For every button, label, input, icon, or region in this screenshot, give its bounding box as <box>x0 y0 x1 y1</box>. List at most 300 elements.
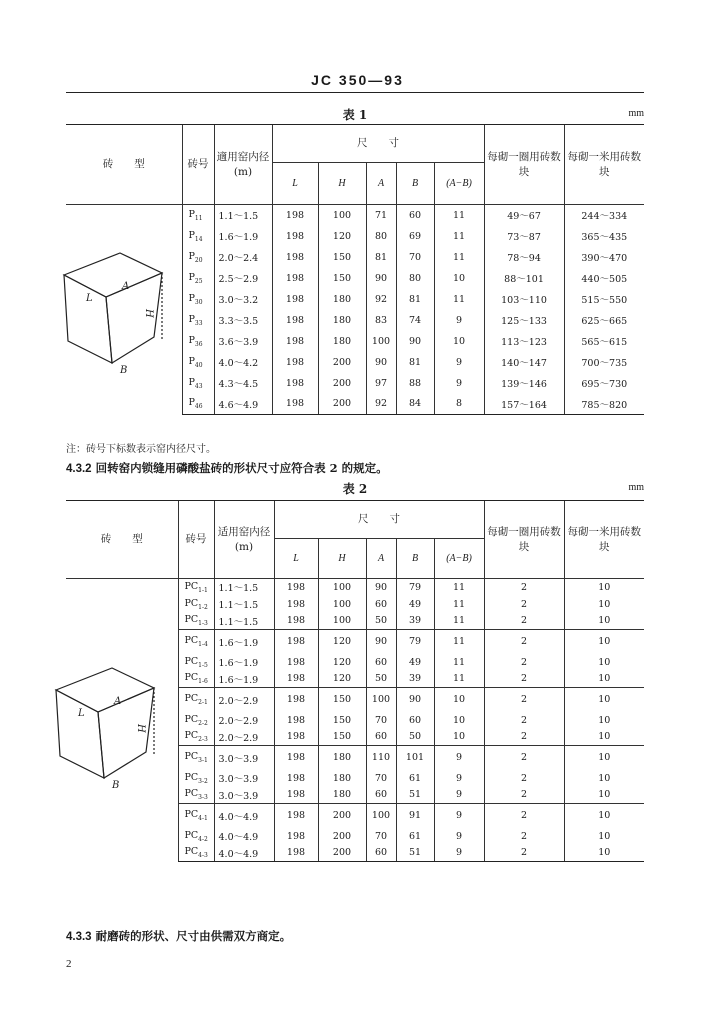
dim-a: 70 <box>366 770 396 787</box>
table1-note: 注：砖号下标数表示窑内径尺寸。 <box>66 444 216 455</box>
brick-number-main: PC <box>184 635 199 647</box>
clause-text: 回转窑内锁缝用磷酸盐砖的形状尺寸应符合表 2 的规定。 <box>95 461 388 475</box>
dim-l: 198 <box>274 804 318 828</box>
dim-a-minus-b: 9 <box>434 310 484 331</box>
brick-number <box>182 268 214 289</box>
brick-front-face <box>64 275 112 363</box>
brick-number-main: PC <box>184 713 199 725</box>
kiln-diameter: 2.0～2.9 <box>214 688 274 712</box>
dim-h: 150 <box>318 729 366 746</box>
dim-l: 198 <box>272 373 318 394</box>
brick-number-main: P <box>188 208 195 220</box>
brick-number-subscript: 1-5 <box>198 661 208 669</box>
dim-a-minus-b: 9 <box>434 804 484 828</box>
per-meter-count: 10 <box>564 804 644 828</box>
dim-a: 50 <box>366 613 396 630</box>
dim-a: 60 <box>366 845 396 862</box>
dim-b: 81 <box>396 289 434 310</box>
per-meter-count: 515～550 <box>564 289 644 310</box>
brick-number <box>178 596 214 613</box>
dim-a: 100 <box>366 688 396 712</box>
brick-number-main: PC <box>184 597 199 609</box>
dim-b: 50 <box>396 729 434 746</box>
table2-unit: mm <box>628 482 644 493</box>
kiln-diameter: 3.6～3.9 <box>214 331 272 352</box>
dim-a: 60 <box>366 787 396 804</box>
dim-b: 90 <box>396 331 434 352</box>
kiln-diameter: 4.0～4.2 <box>214 352 272 373</box>
header-dim-h: H <box>318 539 366 579</box>
dim-b: 80 <box>396 268 434 289</box>
dim-h: 180 <box>318 310 366 331</box>
dim-b: 61 <box>396 770 434 787</box>
dim-b: 84 <box>396 394 434 415</box>
header-dim-l: L <box>272 163 318 205</box>
dim-a: 60 <box>366 729 396 746</box>
dim-l: 198 <box>274 828 318 845</box>
per-meter-count: 10 <box>564 613 644 630</box>
dim-b: 81 <box>396 352 434 373</box>
per-ring-count: 103～110 <box>484 289 564 310</box>
table-row <box>66 205 644 226</box>
dim-b: 39 <box>396 671 434 688</box>
dim-a: 83 <box>366 310 396 331</box>
kiln-diameter: 1.1～1.5 <box>214 596 274 613</box>
brick-number-main: PC <box>184 693 199 705</box>
dim-l: 198 <box>274 845 318 862</box>
kiln-diameter: 1.1～1.5 <box>214 205 272 226</box>
kiln-diameter: 3.0～3.2 <box>214 289 272 310</box>
brick-number <box>182 289 214 310</box>
per-meter-count: 700～735 <box>564 352 644 373</box>
brick-number-subscript: 1-4 <box>198 641 208 649</box>
brick-number-main: P <box>188 313 195 325</box>
brick-number-subscript: 3-3 <box>198 794 208 802</box>
dim-a-minus-b: 9 <box>434 828 484 845</box>
dim-a-minus-b: 8 <box>434 394 484 415</box>
dim-h: 120 <box>318 671 366 688</box>
kiln-diameter: 3.0～3.9 <box>214 746 274 770</box>
per-ring-count: 2 <box>484 654 564 671</box>
dim-h: 100 <box>318 205 366 226</box>
label-b: B <box>120 365 128 375</box>
per-ring-count: 2 <box>484 804 564 828</box>
kiln-diameter: 3.0～3.9 <box>214 787 274 804</box>
label-a: A <box>114 696 122 707</box>
dim-a: 71 <box>366 205 396 226</box>
brick-number-main: P <box>188 250 195 262</box>
per-meter-count: 10 <box>564 828 644 845</box>
kiln-diameter: 2.0～2.9 <box>214 712 274 729</box>
per-ring-count: 88～101 <box>484 268 564 289</box>
per-ring-count: 49～67 <box>484 205 564 226</box>
per-meter-count: 10 <box>564 770 644 787</box>
kiln-diameter: 4.0～4.9 <box>214 828 274 845</box>
dim-a-minus-b: 9 <box>434 373 484 394</box>
kiln-diameter: 1.1～1.5 <box>214 579 274 596</box>
brick-number-main: PC <box>184 730 199 742</box>
per-ring-count: 2 <box>484 828 564 845</box>
dim-a-minus-b: 10 <box>434 268 484 289</box>
dim-a-minus-b: 10 <box>434 688 484 712</box>
dim-l: 198 <box>274 746 318 770</box>
table-row <box>66 579 644 596</box>
kiln-diameter: 2.0～2.9 <box>214 729 274 746</box>
dim-l: 198 <box>272 310 318 331</box>
per-ring-count: 2 <box>484 746 564 770</box>
brick-number-main: PC <box>184 788 199 800</box>
per-ring-count: 140～147 <box>484 352 564 373</box>
dim-a: 81 <box>366 247 396 268</box>
brick-front-face <box>56 690 104 778</box>
per-meter-count: 565～615 <box>564 331 644 352</box>
dim-l: 198 <box>274 579 318 596</box>
header-dim-b: B <box>396 163 434 205</box>
dim-l: 198 <box>274 630 318 654</box>
dim-l: 198 <box>274 688 318 712</box>
per-ring-count: 125～133 <box>484 310 564 331</box>
dim-a-minus-b: 10 <box>434 729 484 746</box>
dim-a-minus-b: 9 <box>434 352 484 373</box>
brick-number <box>182 310 214 331</box>
brick-number <box>178 654 214 671</box>
per-meter-count: 365～435 <box>564 226 644 247</box>
kiln-diameter: 1.1～1.5 <box>214 613 274 630</box>
brick-number <box>182 226 214 247</box>
dim-a-minus-b: 11 <box>434 289 484 310</box>
brick-number <box>178 579 214 596</box>
per-meter-count: 625～665 <box>564 310 644 331</box>
brick-number <box>178 746 214 770</box>
dim-h: 200 <box>318 373 366 394</box>
dim-l: 198 <box>272 205 318 226</box>
kiln-diameter: 3.0～3.9 <box>214 770 274 787</box>
per-ring-count: 78～94 <box>484 247 564 268</box>
brick-number-main: PC <box>184 771 199 783</box>
dim-b: 79 <box>396 630 434 654</box>
per-ring-count: 2 <box>484 770 564 787</box>
dim-a: 90 <box>366 352 396 373</box>
brick-side-face <box>98 688 154 778</box>
header-kiln-diameter: 適用窑内径(m) <box>214 125 272 205</box>
kiln-diameter: 1.6～1.9 <box>214 226 272 247</box>
brick-number <box>182 373 214 394</box>
per-meter-count: 10 <box>564 729 644 746</box>
dim-l: 198 <box>274 654 318 671</box>
per-meter-count: 10 <box>564 654 644 671</box>
dim-a-minus-b: 9 <box>434 746 484 770</box>
brick-number-main: P <box>188 397 195 409</box>
dim-l: 198 <box>274 787 318 804</box>
brick-number-subscript: 25 <box>194 277 203 285</box>
per-ring-count: 113～123 <box>484 331 564 352</box>
dim-l: 198 <box>272 331 318 352</box>
brick-number-subscript: 1-1 <box>198 586 208 594</box>
dim-a: 60 <box>366 596 396 613</box>
per-ring-count: 2 <box>484 729 564 746</box>
dim-h: 180 <box>318 289 366 310</box>
per-ring-count: 2 <box>484 596 564 613</box>
dim-h: 200 <box>318 804 366 828</box>
table1-unit: mm <box>628 108 644 119</box>
header-brick-type: 砖 型 <box>66 501 178 579</box>
per-meter-count: 10 <box>564 787 644 804</box>
label-l: L <box>86 293 93 304</box>
brick-number-subscript: 43 <box>194 382 203 390</box>
brick-top-face <box>64 253 162 297</box>
dim-a: 50 <box>366 671 396 688</box>
per-meter-count: 10 <box>564 630 644 654</box>
header-dim-b: B <box>396 539 434 579</box>
kiln-diameter: 4.0～4.9 <box>214 804 274 828</box>
label-b: B <box>112 780 120 790</box>
brick-number-subscript: 33 <box>194 319 203 327</box>
header-per-ring: 每砌一圈用砖数块 <box>484 501 564 579</box>
dim-h: 180 <box>318 770 366 787</box>
brick-number <box>182 331 214 352</box>
dim-a-minus-b: 10 <box>434 331 484 352</box>
label-l: L <box>78 708 85 719</box>
dim-b: 74 <box>396 310 434 331</box>
dim-l: 198 <box>274 613 318 630</box>
header-dimensions: 尺 寸 <box>274 501 484 539</box>
dim-h: 150 <box>318 688 366 712</box>
brick-number-main: PC <box>184 829 199 841</box>
table1-title: 表 1 <box>342 108 368 122</box>
brick-number-main: PC <box>184 751 199 763</box>
dim-h: 150 <box>318 712 366 729</box>
dim-b: 88 <box>396 373 434 394</box>
dim-a: 80 <box>366 226 396 247</box>
dim-b: 70 <box>396 247 434 268</box>
per-ring-count: 157～164 <box>484 394 564 415</box>
dim-a-minus-b: 9 <box>434 787 484 804</box>
per-ring-count: 2 <box>484 787 564 804</box>
kiln-diameter: 1.6～1.9 <box>214 630 274 654</box>
brick-number-subscript: 36 <box>194 340 203 348</box>
dim-h: 100 <box>318 613 366 630</box>
header-dim-l: L <box>274 539 318 579</box>
header-brick-no: 砖号 <box>178 501 214 579</box>
dim-h: 120 <box>318 630 366 654</box>
label-h: H <box>143 309 154 318</box>
dim-a: 90 <box>366 268 396 289</box>
brick-number-main: P <box>188 292 195 304</box>
brick-number-subscript: 40 <box>194 361 203 369</box>
header-per-meter: 每砌一米用砖数块 <box>564 501 644 579</box>
brick-number <box>178 613 214 630</box>
per-ring-count: 139～146 <box>484 373 564 394</box>
brick-number <box>178 688 214 712</box>
dim-h: 100 <box>318 596 366 613</box>
per-ring-count: 2 <box>484 630 564 654</box>
kiln-diameter: 4.0～4.9 <box>214 845 274 862</box>
dim-h: 120 <box>318 226 366 247</box>
header-dim-h: H <box>318 163 366 205</box>
header-per-ring: 每砌一圈用砖数块 <box>484 125 564 205</box>
label-h: H <box>135 724 146 733</box>
dim-b: 91 <box>396 804 434 828</box>
brick-number-main: PC <box>184 672 199 684</box>
brick-number-subscript: 4-2 <box>198 835 208 843</box>
brick-number <box>182 394 214 415</box>
kiln-diameter: 2.5～2.9 <box>214 268 272 289</box>
brick-number-subscript: 2-2 <box>198 719 208 727</box>
standard-code: JC 350—93 <box>311 72 404 88</box>
table2-title: 表 2 <box>342 482 368 496</box>
brick-number <box>182 247 214 268</box>
brick-shape-diagram-table1 <box>58 245 178 375</box>
brick-number-subscript: 1-2 <box>198 603 208 611</box>
brick-number-subscript: 3-2 <box>198 777 208 785</box>
dim-l: 198 <box>272 226 318 247</box>
label-a: A <box>122 281 130 292</box>
per-meter-count: 10 <box>564 688 644 712</box>
dim-l: 198 <box>272 247 318 268</box>
per-meter-count: 10 <box>564 671 644 688</box>
dim-a-minus-b: 11 <box>434 630 484 654</box>
brick-number <box>182 205 214 226</box>
dim-h: 180 <box>318 787 366 804</box>
brick-number-subscript: 1-3 <box>198 620 208 628</box>
dim-a: 110 <box>366 746 396 770</box>
dim-h: 200 <box>318 394 366 415</box>
dim-b: 79 <box>396 579 434 596</box>
per-ring-count: 2 <box>484 613 564 630</box>
brick-number-main: PC <box>184 655 199 667</box>
dim-a-minus-b: 11 <box>434 226 484 247</box>
brick-number-main: PC <box>184 846 199 858</box>
per-ring-count: 2 <box>484 688 564 712</box>
clause-number: 4.3.3 <box>66 931 92 943</box>
dim-b: 60 <box>396 205 434 226</box>
brick-number <box>178 828 214 845</box>
brick-number-subscript: 30 <box>194 298 203 306</box>
dim-a-minus-b: 9 <box>434 845 484 862</box>
brick-number-subscript: 1-6 <box>198 678 208 686</box>
per-meter-count: 440～505 <box>564 268 644 289</box>
brick-number-main: P <box>188 271 195 283</box>
dim-a: 92 <box>366 289 396 310</box>
dim-a-minus-b: 10 <box>434 712 484 729</box>
dim-l: 198 <box>274 770 318 787</box>
dim-b: 69 <box>396 226 434 247</box>
dim-l: 198 <box>274 729 318 746</box>
kiln-diameter: 4.3～4.5 <box>214 373 272 394</box>
brick-number-subscript: 4-1 <box>198 815 208 823</box>
page-number: 2 <box>66 958 72 970</box>
brick-number <box>178 787 214 804</box>
dim-a: 60 <box>366 654 396 671</box>
kiln-diameter: 4.6～4.9 <box>214 394 272 415</box>
dim-h: 200 <box>318 845 366 862</box>
dim-a: 97 <box>366 373 396 394</box>
dim-a-minus-b: 11 <box>434 671 484 688</box>
dim-h: 150 <box>318 247 366 268</box>
header-dim-a-minus-b: (A−B) <box>434 539 484 579</box>
per-meter-count: 785～820 <box>564 394 644 415</box>
clause-text: 耐磨砖的形状、尺寸由供需双方商定。 <box>95 929 292 943</box>
brick-number-subscript: 14 <box>194 235 203 243</box>
kiln-diameter: 1.6～1.9 <box>214 671 274 688</box>
brick-number-main: P <box>188 229 195 241</box>
header-brick-type: 砖 型 <box>66 125 182 205</box>
brick-number <box>178 845 214 862</box>
dim-b: 51 <box>396 845 434 862</box>
brick-number <box>178 804 214 828</box>
dim-b: 49 <box>396 654 434 671</box>
per-ring-count: 73～87 <box>484 226 564 247</box>
per-meter-count: 10 <box>564 579 644 596</box>
brick-number-subscript: 46 <box>194 403 203 411</box>
brick-number <box>178 712 214 729</box>
brick-side-face <box>106 273 162 363</box>
dim-a-minus-b: 11 <box>434 654 484 671</box>
dim-b: 39 <box>396 613 434 630</box>
per-meter-count: 10 <box>564 845 644 862</box>
clause-4-3-2 <box>66 460 388 476</box>
header-dim-a-minus-b: (A−B) <box>434 163 484 205</box>
per-meter-count: 10 <box>564 596 644 613</box>
clause-number: 4.3.2 <box>66 463 92 475</box>
per-meter-count: 244～334 <box>564 205 644 226</box>
dim-a-minus-b: 11 <box>434 205 484 226</box>
brick-number <box>178 671 214 688</box>
brick-number <box>178 729 214 746</box>
brick-number-subscript: 4-3 <box>198 852 208 860</box>
dim-a: 70 <box>366 828 396 845</box>
dim-b: 60 <box>396 712 434 729</box>
dim-h: 200 <box>318 828 366 845</box>
dim-b: 90 <box>396 688 434 712</box>
brick-top-face <box>56 668 154 712</box>
table1-caption <box>66 106 644 124</box>
dim-l: 198 <box>272 289 318 310</box>
dim-a-minus-b: 11 <box>434 613 484 630</box>
dim-a-minus-b: 11 <box>434 247 484 268</box>
dim-h: 150 <box>318 268 366 289</box>
header-brick-no: 砖号 <box>182 125 214 205</box>
brick-number-main: PC <box>184 809 199 821</box>
header-per-meter: 每砌一米用砖数块 <box>564 125 644 205</box>
dim-l: 198 <box>272 268 318 289</box>
dim-b: 51 <box>396 787 434 804</box>
brick-number-subscript: 3-1 <box>198 757 208 765</box>
brick-number-main: PC <box>184 614 199 626</box>
header-rule <box>66 92 644 93</box>
dim-a: 100 <box>366 331 396 352</box>
dim-l: 198 <box>274 712 318 729</box>
brick-number <box>178 770 214 787</box>
header-dimensions: 尺 寸 <box>272 125 484 163</box>
clause-4-3-3 <box>66 928 291 944</box>
per-ring-count: 2 <box>484 845 564 862</box>
per-meter-count: 390～470 <box>564 247 644 268</box>
header-dim-a: A <box>366 539 396 579</box>
brick-number-subscript: 2-1 <box>198 699 208 707</box>
dim-h: 120 <box>318 654 366 671</box>
dim-a-minus-b: 9 <box>434 770 484 787</box>
dim-l: 198 <box>272 352 318 373</box>
brick-number-main: P <box>188 355 195 367</box>
dim-a: 92 <box>366 394 396 415</box>
dim-a: 100 <box>366 804 396 828</box>
dim-l: 198 <box>272 394 318 415</box>
dim-l: 198 <box>274 596 318 613</box>
dim-b: 101 <box>396 746 434 770</box>
kiln-diameter: 2.0～2.4 <box>214 247 272 268</box>
dim-b: 61 <box>396 828 434 845</box>
